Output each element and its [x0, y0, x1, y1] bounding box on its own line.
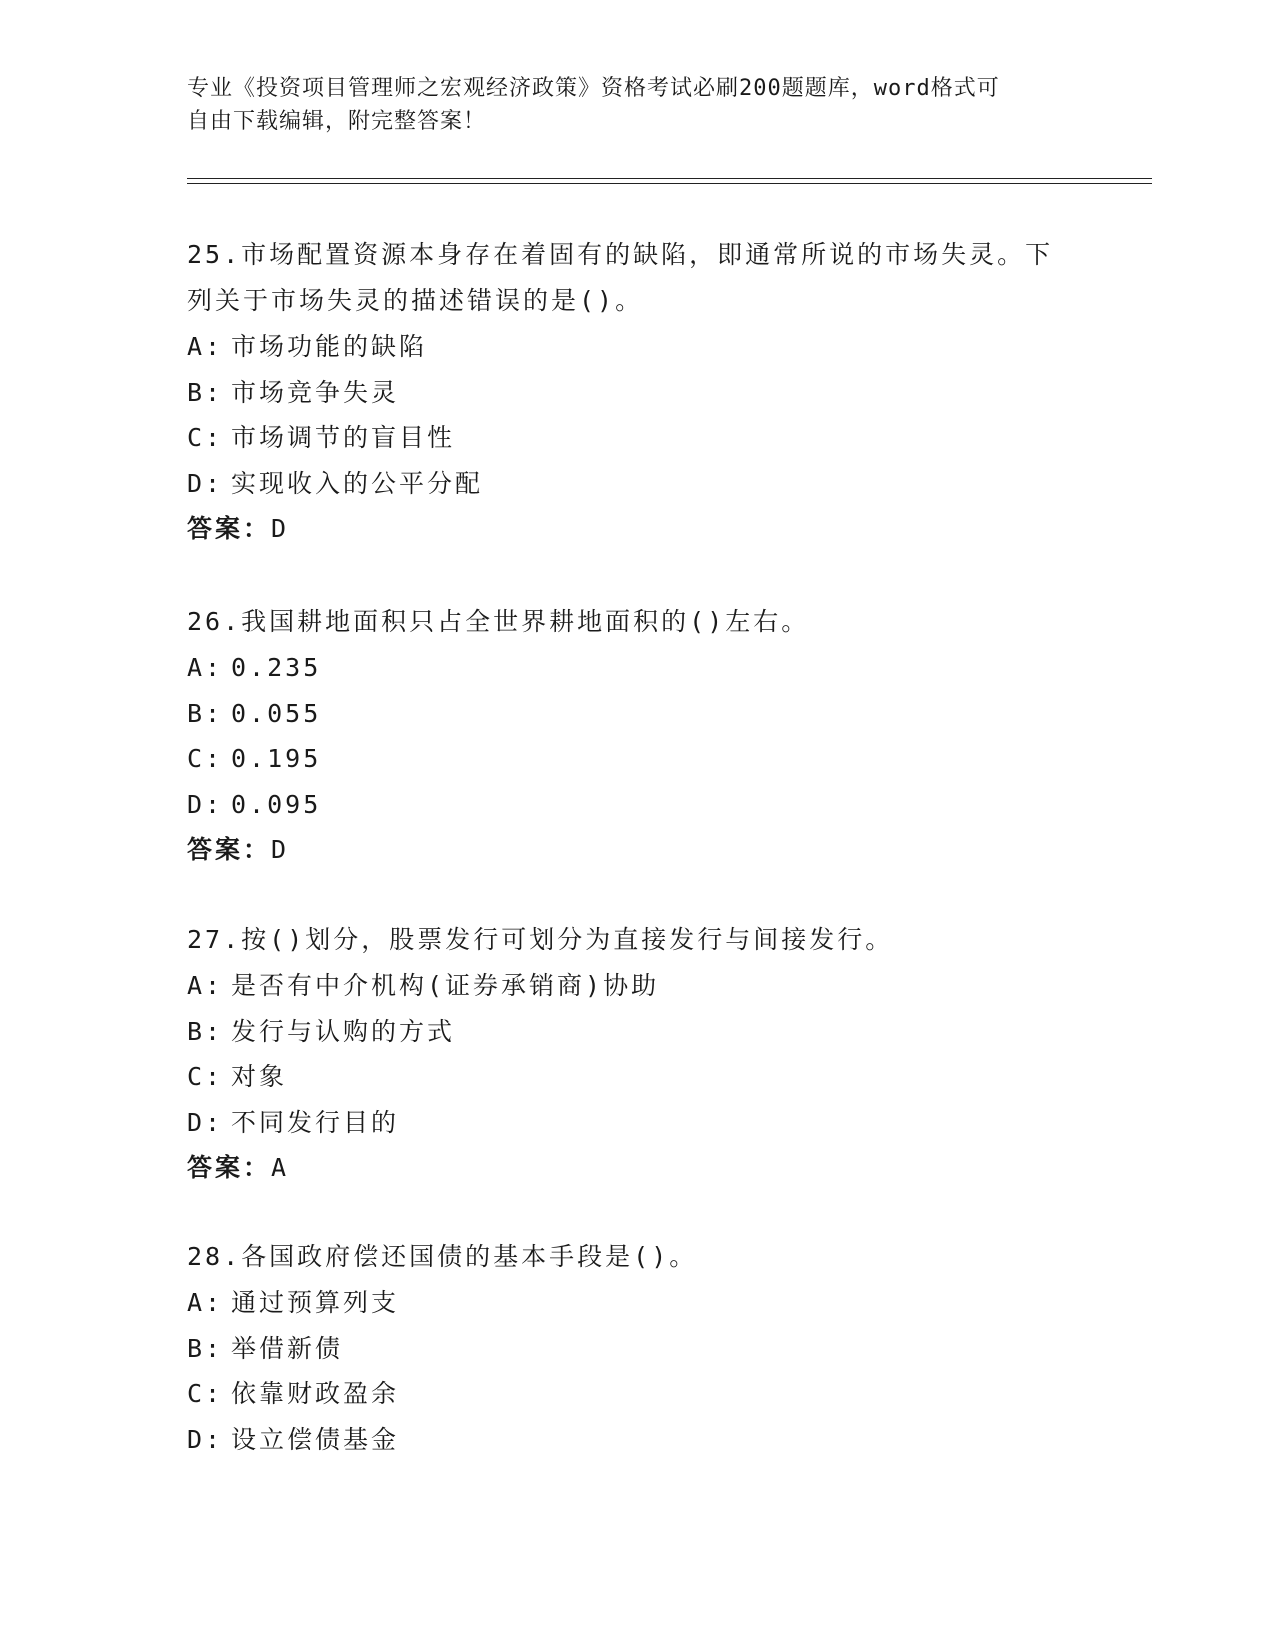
- option-key: B:: [187, 1016, 224, 1046]
- option-text: 举借新债: [231, 1333, 344, 1363]
- header-line-2: 自由下载编辑，附完整答案！: [187, 109, 487, 134]
- answer-value: D: [271, 835, 290, 864]
- option-key: C:: [187, 1062, 224, 1091]
- option-key: C:: [187, 744, 224, 773]
- answer-label: 答案：: [187, 1153, 272, 1182]
- option-key: A:: [187, 971, 224, 1000]
- option-key: D:: [187, 468, 224, 498]
- option-text: 设立偿债基金: [231, 1424, 400, 1454]
- answer-line: [187, 827, 1087, 873]
- option-text: 0.195: [231, 744, 322, 773]
- option-key: A:: [187, 332, 224, 361]
- option-text: 不同发行目的: [231, 1107, 400, 1137]
- answer-label: 答案：: [187, 835, 272, 864]
- header-divider-top: [187, 178, 1152, 179]
- answer-value: D: [271, 514, 290, 543]
- option-d: [187, 1417, 1087, 1463]
- option-d: [187, 782, 1087, 828]
- option-a: [187, 324, 1087, 370]
- option-b: [187, 691, 1087, 737]
- document-header: [187, 72, 1087, 138]
- option-d: [187, 1100, 1087, 1146]
- header-divider-bottom: [187, 183, 1152, 184]
- option-a: [187, 1280, 1087, 1326]
- option-key: B:: [187, 698, 224, 728]
- option-key: C:: [187, 1379, 224, 1408]
- question-stem-continued: 列关于市场失灵的描述错误的是()。: [187, 286, 644, 315]
- answer-line: [187, 506, 1087, 552]
- option-key: B:: [187, 1333, 224, 1363]
- question-stem: 28.各国政府偿还国债的基本手段是()。: [187, 1242, 698, 1271]
- question-26: [187, 599, 1087, 873]
- option-text: 市场调节的盲目性: [231, 423, 456, 452]
- option-key: D:: [187, 789, 224, 819]
- option-a: [187, 963, 1087, 1009]
- option-text: 对象: [231, 1062, 288, 1091]
- option-c: [187, 1371, 1087, 1417]
- option-text: 发行与认购的方式: [231, 1016, 456, 1046]
- question-25: [187, 232, 1087, 552]
- question-28: [187, 1234, 1087, 1462]
- question-stem: 27.按()划分，股票发行可划分为直接发行与间接发行。: [187, 925, 894, 954]
- option-key: C:: [187, 423, 224, 452]
- option-text: 0.235: [231, 653, 322, 682]
- option-b: [187, 370, 1087, 416]
- option-a: [187, 645, 1087, 691]
- question-27: [187, 917, 1087, 1191]
- option-key: A:: [187, 653, 224, 682]
- option-key: D:: [187, 1107, 224, 1137]
- answer-line: [187, 1145, 1087, 1191]
- question-stem: 25.市场配置资源本身存在着固有的缺陷，即通常所说的市场失灵。下: [187, 240, 1054, 269]
- option-d: [187, 461, 1087, 507]
- option-text: 市场功能的缺陷: [231, 332, 428, 361]
- answer-value: A: [271, 1153, 290, 1182]
- answer-label: 答案：: [187, 514, 272, 543]
- option-text: 市场竞争失灵: [231, 377, 400, 407]
- option-key: D:: [187, 1424, 224, 1454]
- header-line-1: 专业《投资项目管理师之宏观经济政策》资格考试必刷200题题库，word格式可: [187, 76, 1000, 101]
- option-text: 0.055: [231, 698, 322, 728]
- option-text: 0.095: [231, 789, 322, 819]
- option-b: [187, 1326, 1087, 1372]
- option-b: [187, 1009, 1087, 1055]
- question-stem: 26.我国耕地面积只占全世界耕地面积的()左右。: [187, 607, 810, 636]
- option-c: [187, 1054, 1087, 1100]
- option-text: 通过预算列支: [231, 1288, 400, 1317]
- option-text: 是否有中介机构(证券承销商)协助: [231, 971, 660, 1000]
- option-key: A:: [187, 1288, 224, 1317]
- option-c: [187, 415, 1087, 461]
- option-key: B:: [187, 377, 224, 407]
- option-text: 依靠财政盈余: [231, 1379, 400, 1408]
- option-text: 实现收入的公平分配: [231, 468, 484, 498]
- option-c: [187, 736, 1087, 782]
